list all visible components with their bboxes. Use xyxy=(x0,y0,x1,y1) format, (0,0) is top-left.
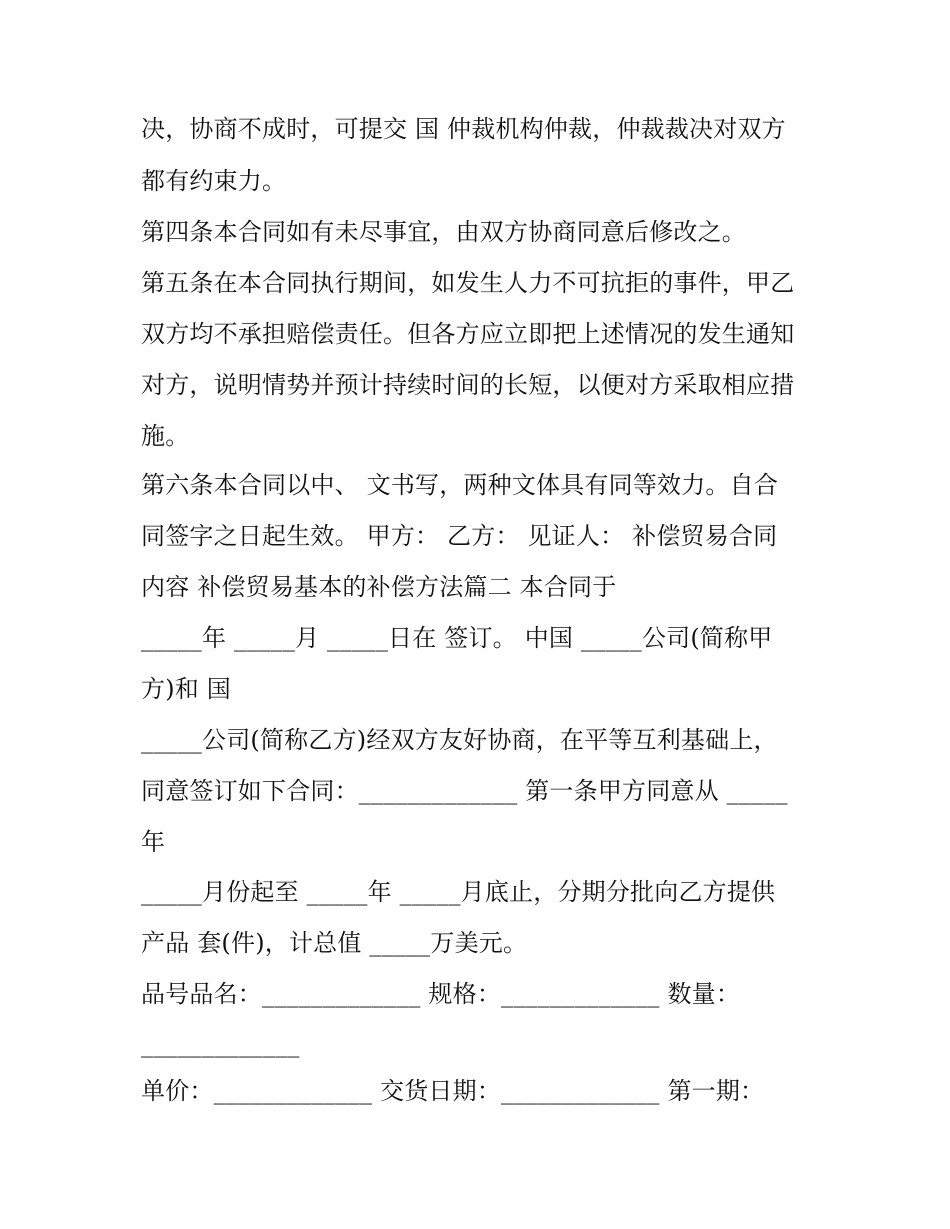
text-line: 双方均不承担赔偿责任。但各方应立即把上述情况的发生通知 xyxy=(141,320,795,348)
text-line: 对方，说明情势并预计持续时间的长短，以便对方采取相应措 xyxy=(141,371,795,399)
text-line: 内容 补偿贸易基本的补偿方法篇二 本合同于 xyxy=(141,573,617,601)
text-line: 单价：_____________ 交货日期：_____________ 第一期： xyxy=(141,1077,765,1105)
text-line: _____年 _____月 _____日在 签订。 中国 _____公司(简称甲 xyxy=(141,624,773,652)
text-line: 都有约束力。 xyxy=(141,167,287,195)
text-line: 同签字之日起生效。 甲方： 乙方： 见证人： 补偿贸易合同 xyxy=(141,522,778,550)
text-line: 决，协商不成时，可提交 国 仲裁机构仲裁，仲裁裁决对双方 xyxy=(141,115,786,143)
text-line: 施。 xyxy=(141,422,190,450)
text-line: 年 xyxy=(141,828,166,856)
text-line: 产品 套(件)，计总值 _____万美元。 xyxy=(141,929,528,957)
text-line: _____月份起至 _____年 _____月底止，分期分批向乙方提供 xyxy=(141,878,776,906)
text-line: _____公司(简称乙方)经双方友好协商，在平等互利基础上， xyxy=(141,726,778,754)
text-line: 第五条在本合同执行期间，如发生人力不可抗拒的事件，甲乙 xyxy=(141,269,795,297)
text-line: 品号品名：_____________ 规格：_____________ 数量： xyxy=(141,980,741,1008)
text-line: 方)和 国 xyxy=(141,675,231,703)
text-line: 第四条本合同如有未尽事宜，由双方协商同意后修改之。 xyxy=(141,218,746,246)
text-line: _____________ xyxy=(141,1030,300,1058)
text-line: 第六条本合同以中、 文书写，两种文体具有同等效力。自合 xyxy=(141,471,779,499)
text-line: 同意签订如下合同：_____________ 第一条甲方同意从 _____ xyxy=(141,777,788,805)
